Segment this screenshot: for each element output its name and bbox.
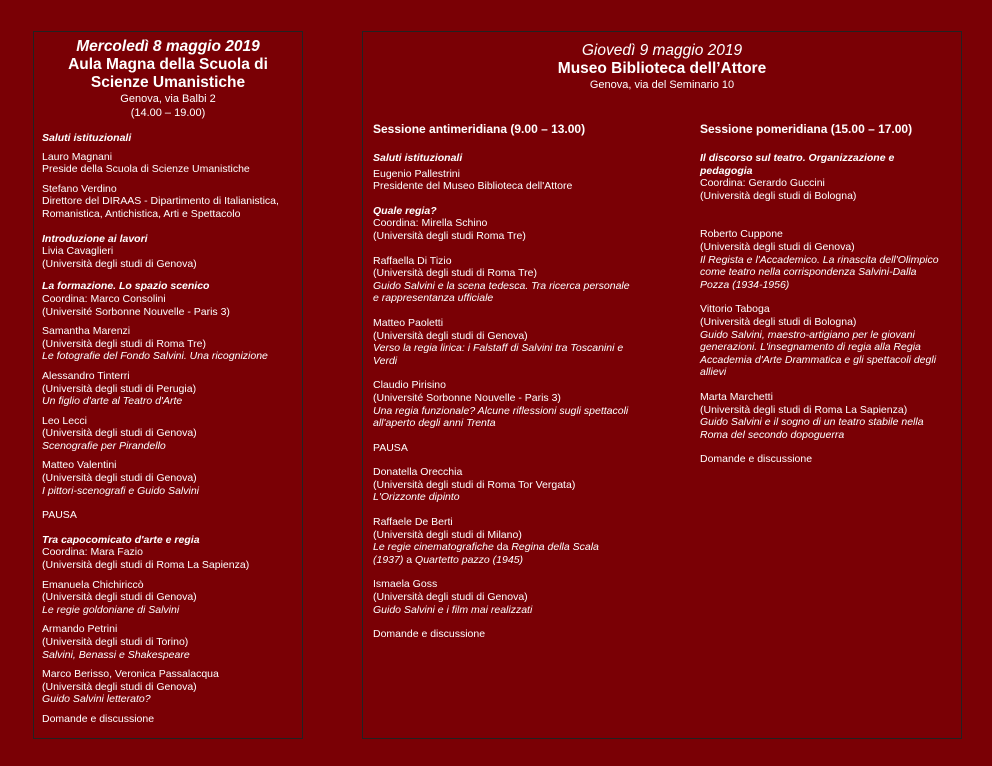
list-item <box>700 228 945 291</box>
chair-affiliation: (Università degli studi di Bologna) <box>700 189 857 202</box>
chair-affiliation: (Université Sorbonne Nouvelle - Paris 3) <box>42 305 230 318</box>
talk-title: Le fotografie del Fondo Salvini. Una ricognizione <box>42 350 268 363</box>
list-item <box>373 516 633 566</box>
list-item <box>42 370 300 408</box>
speaker-affiliation: (Università degli studi di Genova) <box>373 329 528 342</box>
speaker-affiliation: (Università degli studi di Genova) <box>42 257 197 270</box>
day1-header <box>34 37 302 120</box>
speaker-affiliation: (Università degli studi di Roma Tor Vergata) <box>373 478 576 491</box>
day1-program <box>42 132 300 726</box>
speaker-name: Leo Lecci <box>42 414 87 427</box>
speaker-affiliation: (Université Sorbonne Nouvelle - Paris 3) <box>373 391 561 404</box>
list-item <box>700 152 945 202</box>
list-item <box>42 325 300 363</box>
list-item <box>42 280 300 318</box>
list-item <box>373 379 633 429</box>
saluti-heading: Saluti istituzionali <box>42 132 132 144</box>
list-item <box>42 579 300 617</box>
speaker-affiliation: (Università degli studi di Genova) <box>42 680 197 693</box>
talk-title-part: Le regie cinematografiche <box>373 541 494 554</box>
speaker-name: Eugenio Pallestrini <box>373 167 460 180</box>
morning-session-heading: Sessione antimeridiana (9.00 – 13.00) <box>373 122 586 136</box>
day1-hours: (14.00 – 19.00) <box>130 107 206 119</box>
speaker-name: Matteo Valentini <box>42 459 117 472</box>
afternoon-session-heading: Sessione pomeridiana (15.00 – 17.00) <box>700 122 913 136</box>
list-item <box>42 623 300 661</box>
chair-affiliation: (Università degli studi di Roma La Sapienza) <box>42 559 250 572</box>
speaker-affiliation: (Università degli studi di Genova) <box>700 240 855 253</box>
speaker-affiliation: (Università degli studi di Roma Tre) <box>373 267 537 280</box>
speaker-affiliation: (Università degli studi di Genova) <box>373 591 528 604</box>
discussion-label: Domande e discussione <box>700 453 813 466</box>
speaker-name: Armando Petrini <box>42 623 118 636</box>
speaker-name: Claudio Pirisino <box>373 379 446 392</box>
talk-title-part: da <box>493 541 512 554</box>
section-heading: Quale regia? <box>373 204 437 217</box>
speaker-name: Ismaela Goss <box>373 578 438 591</box>
speaker-name: Roberto Cuppone <box>700 228 783 241</box>
section-heading: Tra capocomicato d'arte e regia <box>42 533 200 546</box>
list-item <box>373 152 633 193</box>
talk-title: Guido Salvini e il sogno di un teatro stabile nella Roma del secondo dopoguerra <box>700 416 924 441</box>
day1-date: Mercoledì 8 maggio 2019 <box>76 38 260 55</box>
discussion-label: Domande e discussione <box>42 712 155 725</box>
talk-title: Guido Salvini, maestro-artigiano per le giovani generazioni. L'insegnamento di regia alla Regia Accademia d'Arte Drammatica e gli spettacoli degli allievi <box>700 328 937 379</box>
chair: Coordina: Mirella Schino <box>373 217 488 230</box>
speaker-name: Donatella Orecchia <box>373 466 463 479</box>
list-item <box>42 459 300 497</box>
pause-label: PAUSA <box>373 441 408 454</box>
chair: Coordina: Gerardo Guccini <box>700 177 825 190</box>
talk-title: Guido Salvini e i film mai realizzati <box>373 603 533 616</box>
talk-title: I pittori-scenografi e Guido Salvini <box>42 484 199 497</box>
talk-title-part: a <box>403 553 416 566</box>
pause-label: PAUSA <box>42 509 77 522</box>
speaker-name: Raffaele De Berti <box>373 516 453 529</box>
speaker-role: Direttore del DIRAAS - Dipartimento di Italianistica, Romanistica, Antichistica, Arti e Spettacolo <box>42 195 279 220</box>
day2-panel <box>362 31 962 739</box>
list-item <box>42 151 300 176</box>
list-item <box>700 391 945 441</box>
list-item <box>42 668 300 706</box>
list-item <box>42 183 300 221</box>
speaker-name: Matteo Paoletti <box>373 316 444 329</box>
talk-title: Le regie goldoniane di Salvini <box>42 603 180 616</box>
talk-title: Il Regista e l'Accademico. La rinascita dell'Olimpico come teatro nella corrispondenza Salvini-Dalla Pozza (1934-1956) <box>700 253 939 291</box>
list-item <box>373 205 633 243</box>
list-item <box>42 415 300 453</box>
saluti-heading: Saluti istituzionali <box>373 152 463 164</box>
afternoon-session <box>700 122 945 466</box>
discussion-label: Domande e discussione <box>373 628 486 641</box>
section-heading: Introduzione ai lavori <box>42 232 148 245</box>
talk-title: Guido Salvini letterato? <box>42 693 151 706</box>
morning-session <box>373 122 633 641</box>
talk-title: Un figlio d'arte al Teatro d'Arte <box>42 395 183 408</box>
speaker-affiliation: (Università degli studi di Genova) <box>42 427 197 440</box>
list-item <box>42 534 300 572</box>
section-heading: La formazione. Lo spazio scenico <box>42 280 210 293</box>
list-item <box>42 233 300 271</box>
speaker-affiliation: (Università degli studi di Milano) <box>373 528 522 541</box>
speaker-affiliation: (Università degli studi di Torino) <box>42 636 189 648</box>
day2-venue: Museo Biblioteca dell’Attore <box>557 60 767 77</box>
speaker-affiliation: (Università degli studi di Roma Tre) <box>42 337 206 350</box>
speaker-name: Marta Marchetti <box>700 390 773 403</box>
speaker-name: Livia Cavaglieri <box>42 245 114 258</box>
chair: Coordina: Mara Fazio <box>42 546 143 559</box>
speaker-role: Preside della Scuola di Scienze Umanistiche <box>42 163 250 176</box>
list-item <box>373 466 633 504</box>
talk-title-part: (1945) <box>489 553 524 566</box>
talk-title <box>373 541 633 566</box>
speaker-name: Vittorio Taboga <box>700 303 770 316</box>
day2-header <box>363 41 961 92</box>
speaker-name: Alessandro Tinterri <box>42 369 130 382</box>
talk-title: Salvini, Benassi e Shakespeare <box>42 648 190 661</box>
speaker-affiliation: (Università degli studi di Bologna) <box>700 315 857 328</box>
talk-title: Guido Salvini e la scena tedesca. Tra ricerca personale e rappresentanza ufficiale <box>373 279 630 305</box>
talk-title: L'Orizzonte dipinto <box>373 491 460 504</box>
section-heading: Il discorso sul teatro. Organizzazione e pedagogia <box>700 152 895 177</box>
talk-title: Verso la regia lirica: i Falstaff di Salvini tra Toscanini e Verdi <box>373 342 624 367</box>
speaker-name: Stefano Verdino <box>42 182 117 195</box>
day2-date: Giovedì 9 maggio 2019 <box>581 42 743 59</box>
speaker-affiliation: (Università degli studi di Genova) <box>42 472 197 485</box>
speaker-affiliation: (Università degli studi di Genova) <box>42 591 197 604</box>
speaker-name: Emanuela Chichiriccò <box>42 578 144 591</box>
chair-affiliation: (Università degli studi Roma Tre) <box>373 229 526 242</box>
talk-title-part: Regina della Scala <box>511 541 599 554</box>
list-item <box>373 255 633 305</box>
day2-address: Genova, via del Seminario 10 <box>589 79 735 91</box>
talk-title: Scenografie per Pirandello <box>42 439 166 452</box>
day1-panel <box>33 31 303 739</box>
speaker-name: Marco Berisso, Veronica Passalacqua <box>42 668 219 681</box>
speaker-name: Raffaella Di Tizio <box>373 254 452 267</box>
speaker-name: Samantha Marenzi <box>42 325 131 338</box>
chair: Coordina: Marco Consolini <box>42 292 166 305</box>
speaker-name: Lauro Magnani <box>42 150 113 163</box>
day1-venue: Aula Magna della Scuola di Scienze Umanistiche <box>68 56 268 91</box>
speaker-role: Presidente del Museo Biblioteca dell'Attore <box>373 180 573 193</box>
talk-title: Una regia funzionale? Alcune riflessioni sugli spettacoli all'aperto degli anni Trenta <box>373 404 629 430</box>
talk-title-part: Quartetto pazzo <box>415 553 490 566</box>
speaker-affiliation: (Università degli studi di Perugia) <box>42 382 197 395</box>
day1-address: Genova, via Balbi 2 <box>120 93 216 105</box>
list-item <box>373 578 633 616</box>
list-item <box>700 303 945 379</box>
talk-title-part: (1937) <box>373 553 404 566</box>
list-item <box>373 317 633 367</box>
speaker-affiliation: (Università degli studi di Roma La Sapienza) <box>700 403 908 416</box>
